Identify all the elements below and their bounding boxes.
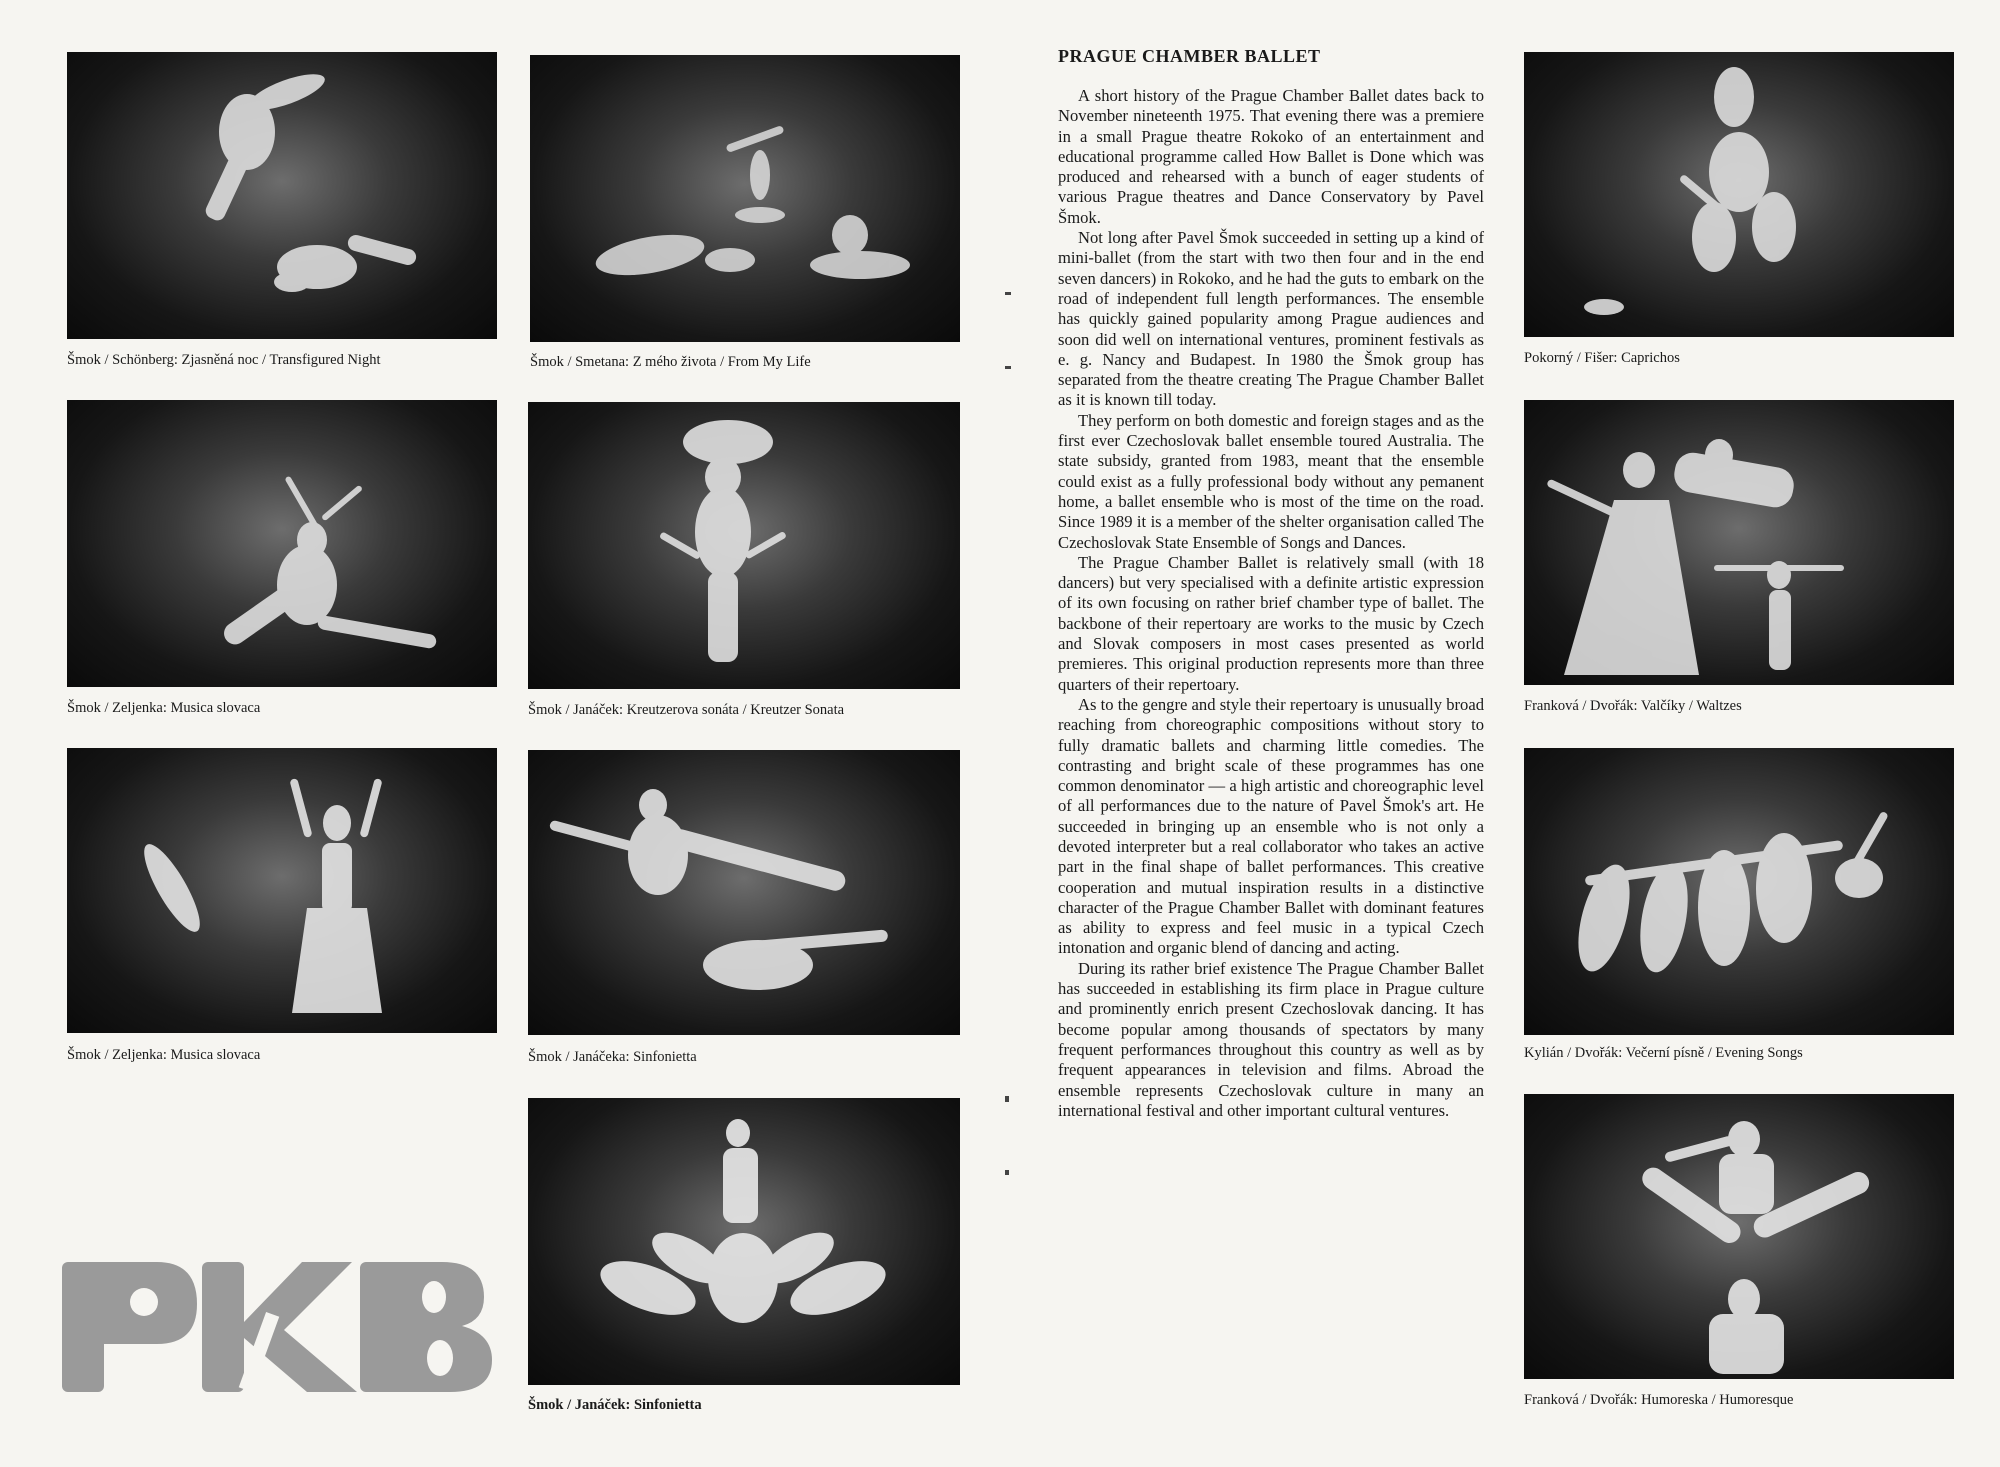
article-paragraph: Not long after Pavel Šmok succeeded in setting up a kind of mini-ballet (from the start with two then four and in the end seven dancers) in Rokoko, and he had the guts to embark on the road of independent full length performances. The ensemble has quickly gained popularity among Prague audiences and soon did well on international ventures, prominent festivals as e. g. Nancy and Budapest. In 1980 the Šmok group has separated from the theatre creating The Prague Chamber Ballet as it is known till today. <box>1058 228 1484 410</box>
caption-from-my-life: Šmok / Smetana: Z mého života / From My Life <box>530 354 811 370</box>
gutter-mark <box>1005 1170 1009 1175</box>
caption-kreutzer-sonata: Šmok / Janáček: Kreutzerova sonáta / Kreutzer Sonata <box>528 702 845 718</box>
caption-sinfonietta-1: Šmok / Janáčeka: Sinfonietta <box>528 1049 697 1065</box>
article-paragraph: As to the gengre and style their repertoary is unusually broad reaching from choreographic compositions without story to fully dramatic ballets and charming little comedies. The contrasting and bright scale of these programmes has one common denominator — a high artistic and choreographic level of all performances due to the nature of Pavel Šmok's art. He succeeded in bringing up an ensemble who is not only a devoted interpreter but a real collaborator who takes an active part in the final shape of ballet performances. This creative cooperation and mutual inspiration results in a distinctive character of the Prague Chamber Ballet with dominant features as ability to express and feel music in a typical Czech intonation and organic blend of dancing and acting. <box>1058 694 1484 958</box>
caption-musica-slovaca-2: Šmok / Zeljenka: Musica slovaca <box>67 1047 261 1063</box>
gutter-mark <box>1005 1096 1009 1102</box>
photo-caprichos <box>1524 52 1954 337</box>
caption-musica-slovaca-1: Šmok / Zeljenka: Musica slovaca <box>67 700 261 716</box>
article-paragraph: A short history of the Prague Chamber Ballet dates back to November nineteenth 1975. That evening there was a premiere in a small Prague theatre Rokoko of an entertainment and educational programme called How Ballet is Done which was produced and rehearsed with a bunch of eager students of various Prague theatres and Dance Conservatory by Pavel Šmok. <box>1058 86 1484 227</box>
photo-sinfonietta-2 <box>528 1098 960 1385</box>
pkb-logo <box>62 1252 492 1398</box>
photo-kreutzer-sonata <box>528 402 960 689</box>
caption-sinfonietta-2: Šmok / Janáček: Sinfonietta <box>528 1397 702 1413</box>
caption-waltzes: Franková / Dvořák: Valčíky / Waltzes <box>1524 698 1742 714</box>
article-paragraph: During its rather brief existence The Prague Chamber Ballet has succeeded in establishing its firm place in Prague culture and prominently enrich present Czechoslovak dancing. It has become popular among thousands of spectators by many frequent performances throughout this country as well as by frequent appearances in television and films. Abroad the ensemble represents Czechoslovak culture in many an international festival and other important cultural ventures. <box>1058 958 1484 1120</box>
photo-musica-slovaca-1 <box>67 400 497 687</box>
photo-from-my-life <box>530 55 960 342</box>
article-body <box>1058 86 1484 1121</box>
photo-evening-songs <box>1524 748 1954 1035</box>
photo-musica-slovaca-2 <box>67 748 497 1033</box>
gutter-mark <box>1005 292 1011 295</box>
caption-evening-songs: Kylián / Dvořák: Večerní písně / Evening Songs <box>1524 1045 1803 1061</box>
gutter-mark <box>1005 366 1011 369</box>
article-paragraph: They perform on both domestic and foreign stages and as the first ever Czechoslovak ballet ensemble toured Australia. The state subsidy, granted from 1983, meant that the ensemble could exist as a fully professional body without any pemanent home, a ballet ensemble who is most of the time on the road. Since 1989 it is a member of the shelter organisation called The Czechoslovak State Ensemble of Songs and Dances. <box>1058 410 1484 552</box>
article-title: PRAGUE CHAMBER BALLET <box>1058 46 1321 66</box>
article-paragraph: The Prague Chamber Ballet is relatively small (with 18 dancers) but very specialised with a definite artistic expression of its own focusing on rather brief chamber type of ballet. The backbone of their repertoary are works to the music by Czech and Slovak composers in most cases presented as world premieres. This original production represents more than three quarters of their repertoary. <box>1058 552 1484 694</box>
caption-transfigured-night: Šmok / Schönberg: Zjasněná noc / Transfigured Night <box>67 352 381 368</box>
photo-humoresque <box>1524 1094 1954 1379</box>
caption-caprichos: Pokorný / Fišer: Caprichos <box>1524 350 1680 366</box>
photo-waltzes <box>1524 400 1954 685</box>
caption-humoresque: Franková / Dvořák: Humoreska / Humoresque <box>1524 1392 1794 1408</box>
photo-transfigured-night <box>67 52 497 339</box>
photo-sinfonietta-1 <box>528 750 960 1035</box>
